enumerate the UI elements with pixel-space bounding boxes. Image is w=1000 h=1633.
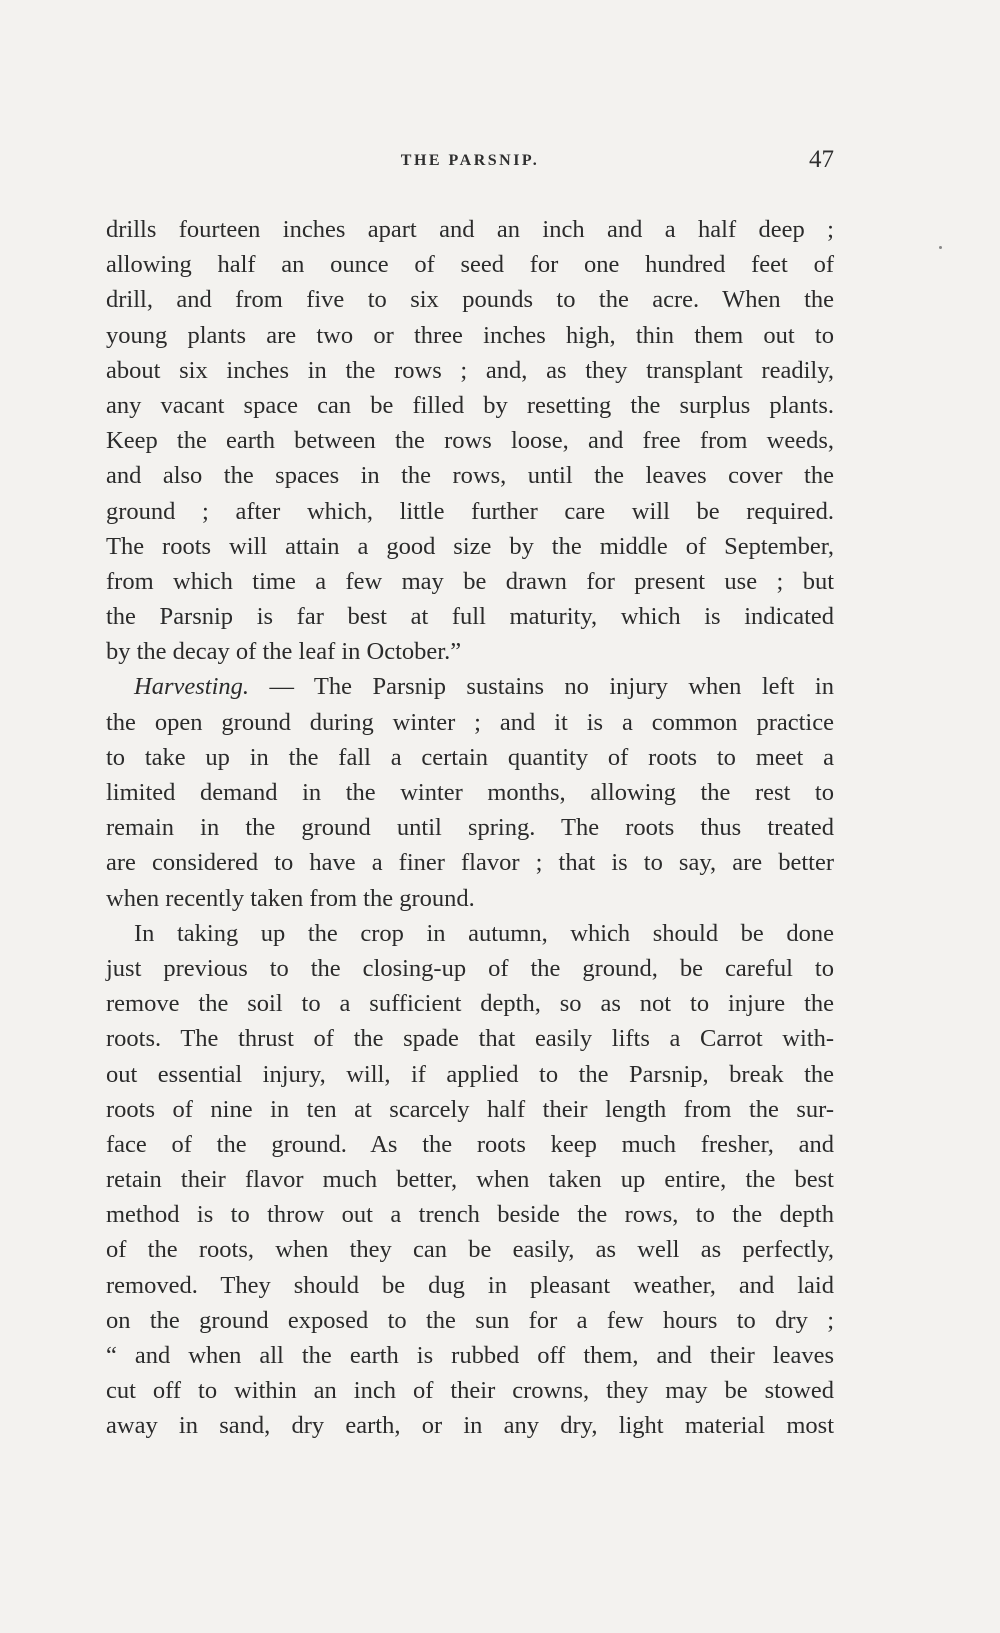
- harvesting-first-line: [106, 669, 834, 704]
- page-number: 47: [809, 146, 834, 173]
- text-line: out essential injury, will, if applied to the Parsnip, break the: [106, 1060, 834, 1088]
- text-line: cut off to within an inch of their crowns, they may be stowed: [106, 1377, 834, 1405]
- text-line: of the roots, when they can be easily, as well as perfectly,: [106, 1236, 834, 1264]
- text-line: young plants are two or three inches high, thin them out to: [106, 321, 834, 349]
- text-line: the Parsnip is far best at full maturity, which is indicated: [106, 603, 834, 631]
- text-line: to take up in the fall a certain quantity of roots to meet a: [106, 743, 834, 771]
- text-line: are considered to have a finer flavor ; that is to say, are better: [106, 849, 834, 877]
- text-line: drill, and from five to six pounds to the acre. When the: [106, 286, 834, 314]
- running-title: THE PARSNIP.: [400, 152, 540, 169]
- body-text: [106, 212, 834, 1444]
- text-line: limited demand in the winter months, allowing the rest to: [106, 779, 834, 806]
- text-line: when recently taken from the ground.: [106, 884, 475, 912]
- text-line: In taking up the crop in autumn, which should be done: [134, 919, 834, 947]
- text-line: the open ground during winter ; and it is a common practice: [106, 708, 834, 736]
- text-line: from which time a few may be drawn for present use ; but: [106, 567, 834, 595]
- text-line: just previous to the closing-up of the ground, be careful to: [106, 954, 834, 982]
- text-line: ground ; after which, little further care will be required.: [106, 497, 834, 525]
- text-line: retain their flavor much better, when taken up entire, the best: [106, 1166, 834, 1194]
- text-line: about six inches in the rows ; and, as they transplant readily,: [106, 356, 834, 384]
- harvesting-heading: Harvesting.: [134, 673, 249, 701]
- text-line: The roots will attain a good size by the middle of September,: [106, 532, 834, 560]
- text-line: removed. They should be dug in pleasant weather, and laid: [106, 1271, 834, 1299]
- text-line: on the ground exposed to the sun for a few hours to dry ;: [106, 1306, 834, 1334]
- text-line: roots. The thrust of the spade that easily lifts a Carrot with-: [106, 1025, 834, 1053]
- text-line: Keep the earth between the rows loose, and free from weeds,: [106, 427, 834, 455]
- text-line: remove the soil to a sufficient depth, so as not to injure the: [106, 990, 834, 1018]
- text-line: remain in the ground until spring. The roots thus treated: [106, 814, 834, 842]
- text-line: and also the spaces in the rows, until the leaves cover the: [106, 462, 834, 490]
- text-line: method is to throw out a trench beside the rows, to the depth: [106, 1201, 834, 1229]
- page-header: [106, 146, 834, 180]
- text-line: face of the ground. As the roots keep much fresher, and: [106, 1130, 834, 1158]
- paper-speck: [939, 246, 942, 249]
- text-line: allowing half an ounce of seed for one hundred feet of: [106, 251, 834, 279]
- text-line: “ and when all the earth is rubbed off them, and their leaves: [106, 1342, 834, 1369]
- text-line: roots of nine in ten at scarcely half their length from the sur-: [106, 1095, 834, 1123]
- text-line: any vacant space can be filled by resetting the surplus plants.: [106, 391, 834, 419]
- harvesting-first-line-text: — The Parsnip sustains no injury when left in: [249, 673, 834, 701]
- text-line: away in sand, dry earth, or in any dry, light material most: [106, 1412, 834, 1440]
- text-line: by the decay of the leaf in October.”: [106, 638, 462, 666]
- text-line: drills fourteen inches apart and an inch and a half deep ;: [106, 216, 834, 243]
